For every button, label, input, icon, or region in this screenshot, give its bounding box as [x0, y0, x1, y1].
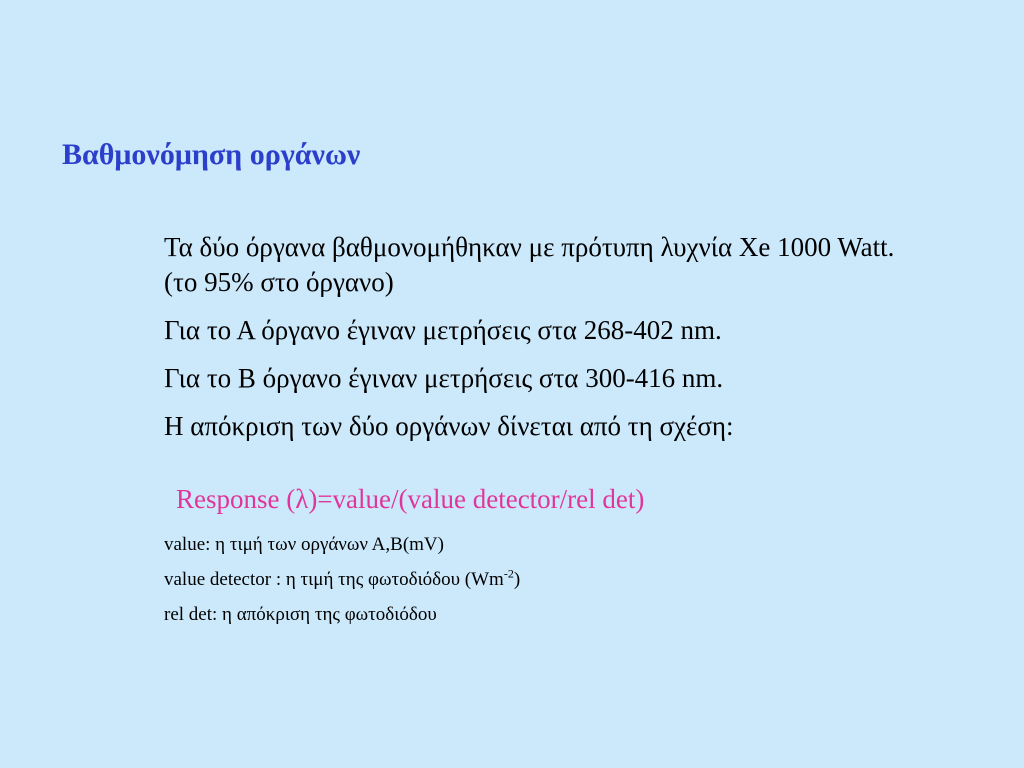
response-formula: Response (λ)=value/(value detector/rel det) [176, 484, 645, 514]
paragraph-instrument-a: Για το Α όργανο έγιναν μετρήσεις στα 268-402 nm. [164, 315, 722, 345]
definition-value-detector-exponent: -2 [503, 566, 514, 581]
definition-value-detector-close: ) [513, 569, 521, 590]
definition-rel-det: rel det: η απόκριση της φωτοδιόδου [164, 604, 437, 625]
paragraph-calibration-lamp: Τα δύο όργανα βαθμονομήθηκαν με πρότυπη λυχνία Xe 1000 Watt.(το 95% στο όργανο) [164, 232, 895, 297]
slide-title: Βαθμονόμηση οργάνων [62, 138, 361, 171]
paragraph-instrument-b: Για το Β όργανο έγιναν μετρήσεις στα 300-416 nm. [164, 363, 724, 393]
definition-value: value: η τιμή των οργάνων Α,Β(mV) [164, 534, 444, 555]
body-text [164, 230, 924, 457]
paragraph-response-intro: Η απόκριση των δύο οργάνων δίνεται από τη σχέση: [164, 411, 734, 441]
definition-value-detector-text: value detector : η τιμή της φωτοδιόδου (Wm [164, 569, 504, 590]
definition-value-detector [164, 568, 520, 591]
definitions-list [164, 533, 520, 638]
